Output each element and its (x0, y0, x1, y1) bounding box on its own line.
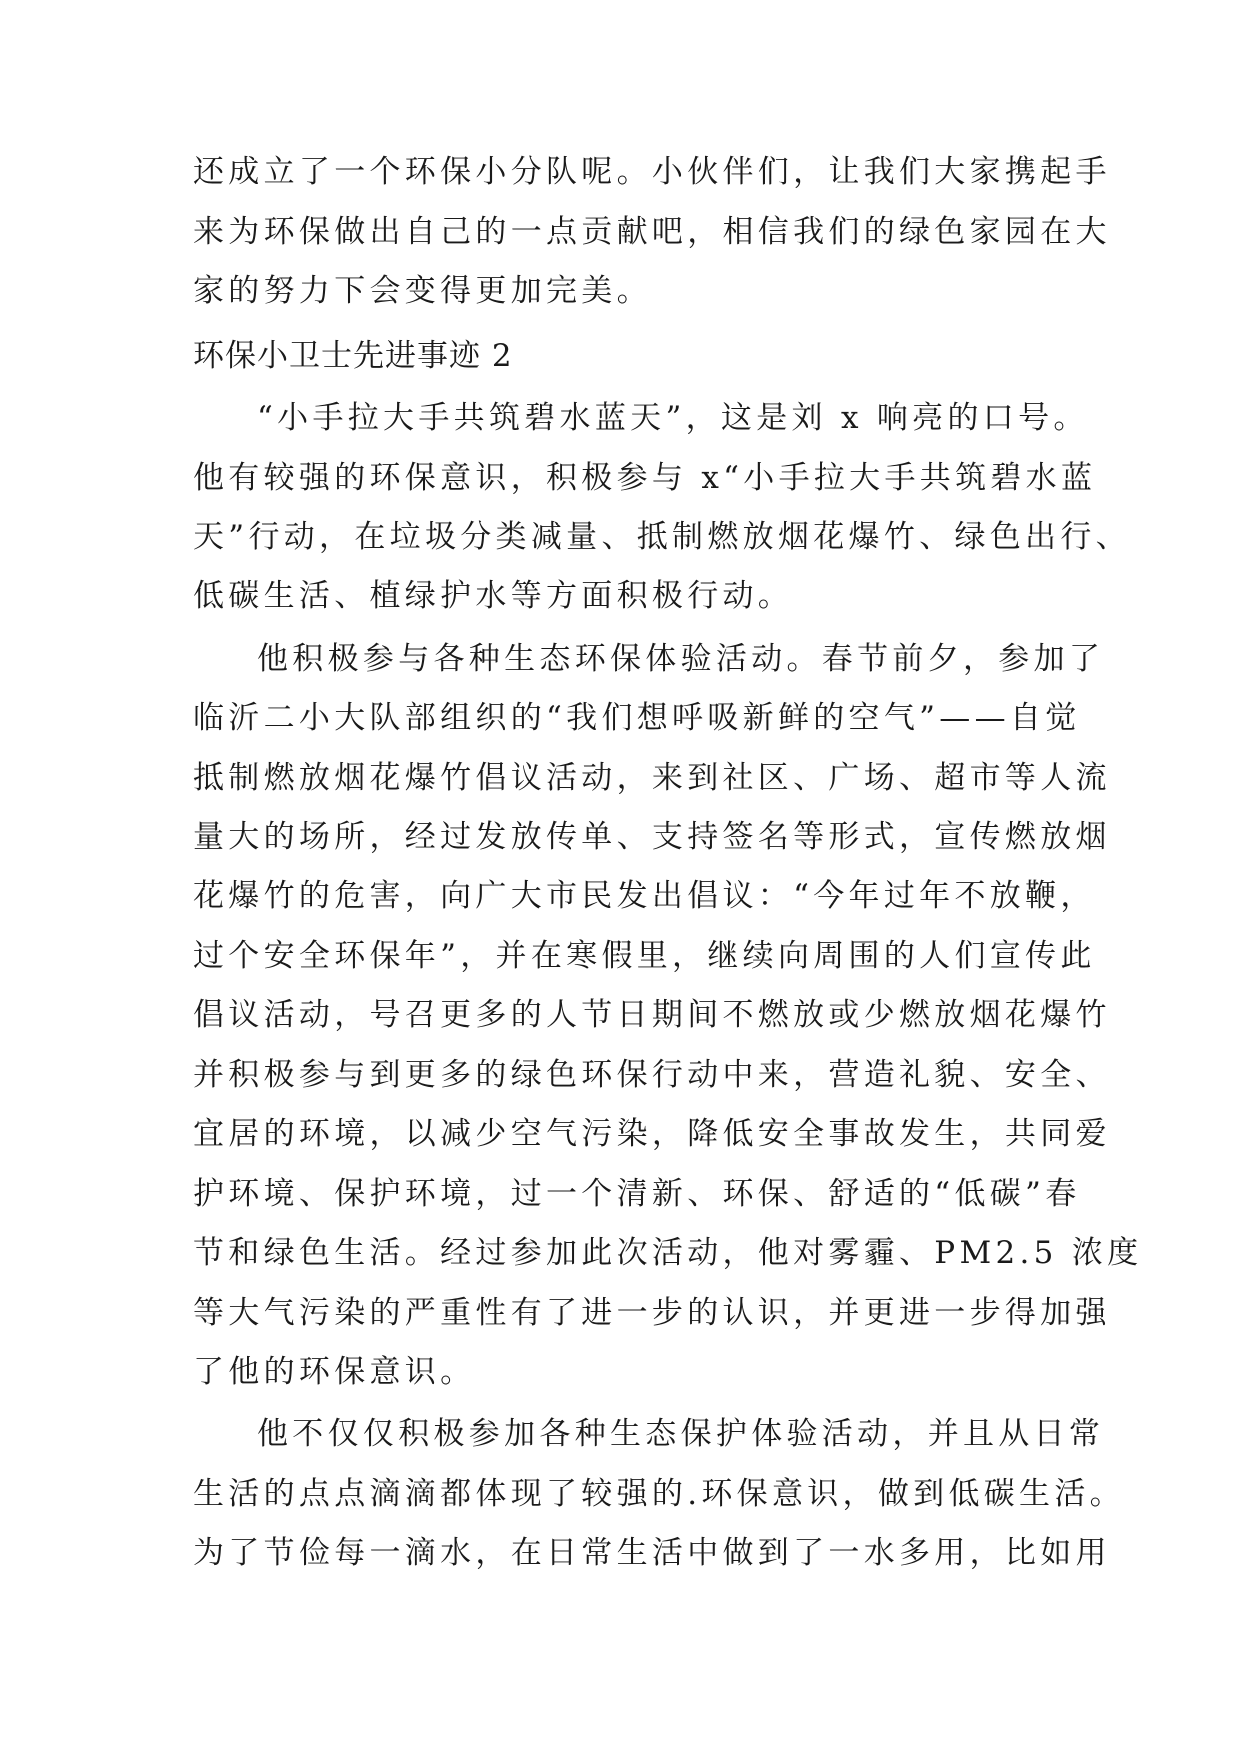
text-line: 为了节俭每一滴水，在日常生活中做到了一水多用，比如用 (193, 1535, 1111, 1571)
text-line: 节和绿色生活。经过参加此次活动，他对雾霾、PM2.5 浓度 (193, 1235, 1143, 1271)
text-line: 了他的环保意识。 (193, 1354, 476, 1390)
text-line: 低碳生活、植绿护水等方面积极行动。 (193, 578, 794, 614)
text-line: 过个安全环保年”，并在寒假里，继续向周围的人们宣传此 (193, 938, 1096, 974)
text-line: 花爆竹的危害，向广大市民发出倡议：“今年过年不放鞭， (193, 878, 1096, 914)
text-line: “小手拉大手共筑碧水蓝天”，这是刘 x 响亮的口号。 (257, 400, 1089, 436)
text-line: 临沂二小大队部组织的“我们想呼吸新鲜的空气”——自觉 (193, 700, 1081, 736)
text-line: 并积极参与到更多的绿色环保行动中来，营造礼貌、安全、 (193, 1057, 1111, 1093)
text-line: 他有较强的环保意识，积极参与 x“小手拉大手共筑碧水蓝 (193, 460, 1097, 496)
text-line: 量大的场所，经过发放传单、支持签名等形式，宣传燃放烟 (193, 819, 1111, 855)
text-line: 倡议活动，号召更多的人节日期间不燃放或少燃放烟花爆竹 (193, 997, 1111, 1033)
text-line: 来为环保做出自己的一点贡献吧，相信我们的绿色家园在大 (193, 214, 1111, 250)
text-line: 还成立了一个环保小分队呢。小伙伴们，让我们大家携起手 (193, 154, 1111, 190)
text-line: 生活的点点滴滴都体现了较强的.环保意识，做到低碳生活。 (193, 1476, 1125, 1512)
text-line: 宜居的环境，以减少空气污染，降低安全事故发生，共同爱 (193, 1116, 1111, 1152)
text-line: 天”行动，在垃圾分类减量、抵制燃放烟花爆竹、绿色出行、 (193, 519, 1131, 555)
text-line: 等大气污染的严重性有了进一步的认识，并更进一步得加强 (193, 1295, 1111, 1331)
section-heading: 环保小卫士先进事迹 2 (193, 338, 513, 374)
text-line: 他不仅仅积极参加各种生态保护体验活动，并且从日常 (257, 1416, 1105, 1452)
text-line: 抵制燃放烟花爆竹倡议活动，来到社区、广场、超市等人流 (193, 760, 1111, 796)
text-line: 他积极参与各种生态环保体验活动。春节前夕，参加了 (257, 641, 1105, 677)
text-line: 家的努力下会变得更加完美。 (193, 273, 652, 309)
text-line: 护环境、保护环境，过一个清新、环保、舒适的“低碳”春 (193, 1176, 1081, 1212)
